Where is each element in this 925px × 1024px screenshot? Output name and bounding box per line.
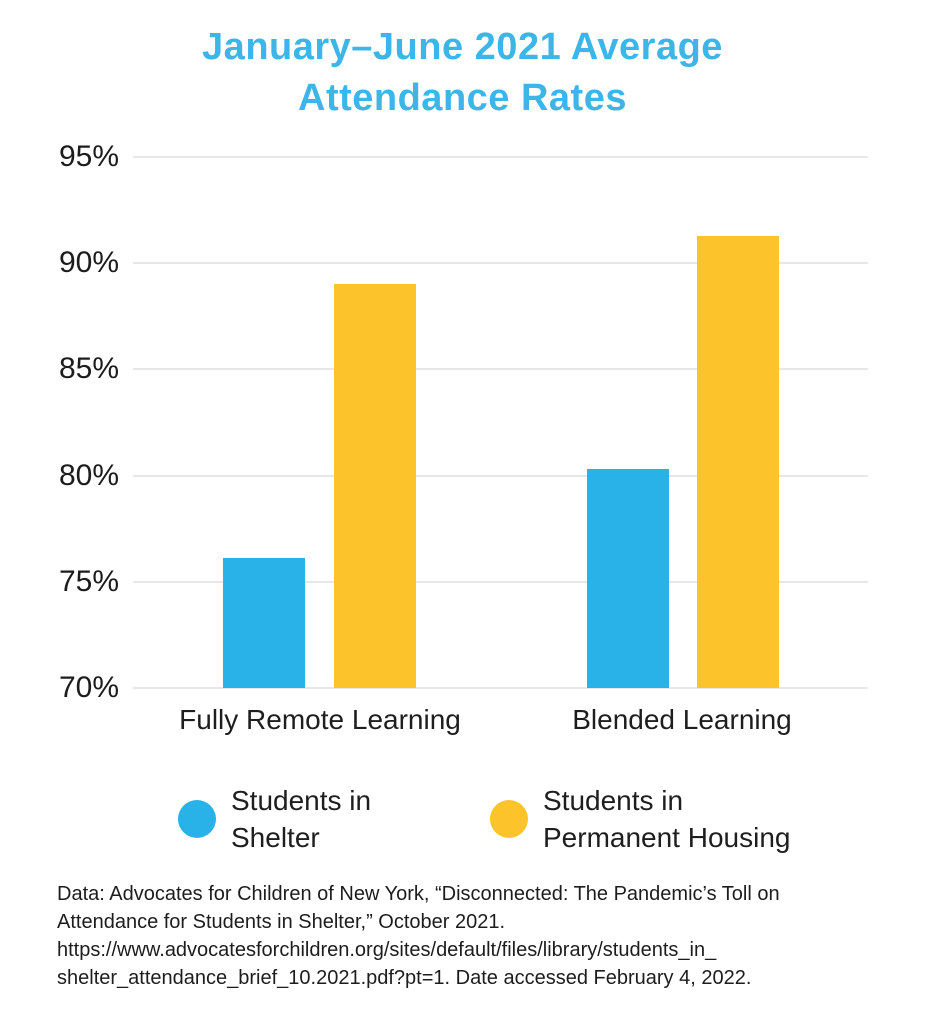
y-axis-tick-label-75: 75%	[58, 564, 119, 598]
bar-fully-remote-learning-students-in-permanent-housing	[334, 284, 416, 688]
bar-blended-learning-students-in-permanent-housing	[697, 236, 779, 688]
shelter-legend-dot-icon	[178, 800, 216, 838]
y-axis-tick-label-85: 85%	[58, 352, 119, 386]
y-axis-tick-label-80: 80%	[58, 458, 119, 492]
y-axis-tick-label-90: 90%	[58, 246, 119, 280]
legend-label-line: Students in	[543, 785, 684, 816]
chart-title-line-2: Attendance Rates	[298, 77, 627, 119]
legend-label-line: Shelter	[231, 822, 320, 853]
source-note	[57, 880, 887, 992]
legend-label-students-in-permanent-housing	[543, 782, 790, 856]
y-axis-tick-label-70: 70%	[58, 671, 119, 704]
source-note-line: https://www.advocatesforchildren.org/sites/default/files/library/students_in_	[57, 939, 717, 961]
legend-label-line: Students in	[231, 785, 372, 816]
source-note-line: Data: Advocates for Children of New York, “Disconnected: The Pandemic’s Toll on	[57, 883, 780, 905]
permanent-housing-legend-dot-icon	[490, 800, 528, 838]
source-note-line: Attendance for Students in Shelter,” October 2021.	[57, 911, 506, 933]
chart-title	[0, 22, 925, 124]
legend-label-students-in-shelter	[231, 782, 371, 856]
bar-blended-learning-students-in-shelter	[587, 469, 669, 688]
gridline-95	[58, 140, 868, 173]
chart-title-line-1: January–June 2021 Average	[202, 26, 723, 68]
x-axis-labels	[133, 704, 868, 744]
legend-item-students-in-shelter	[178, 782, 371, 856]
x-axis-label-fully-remote-learning: Fully Remote Learning	[179, 704, 461, 735]
source-note-line: shelter_attendance_brief_10.2021.pdf?pt=1. Date accessed February 4, 2022.	[57, 967, 752, 989]
y-axis-tick-label-95: 95%	[58, 140, 119, 173]
legend-item-students-in-permanent-housing	[490, 782, 790, 856]
bar-fully-remote-learning-students-in-shelter	[223, 558, 305, 688]
legend-label-line: Permanent Housing	[543, 822, 791, 853]
x-axis-label-blended-learning: Blended Learning	[572, 704, 792, 735]
plot-area	[58, 140, 868, 704]
